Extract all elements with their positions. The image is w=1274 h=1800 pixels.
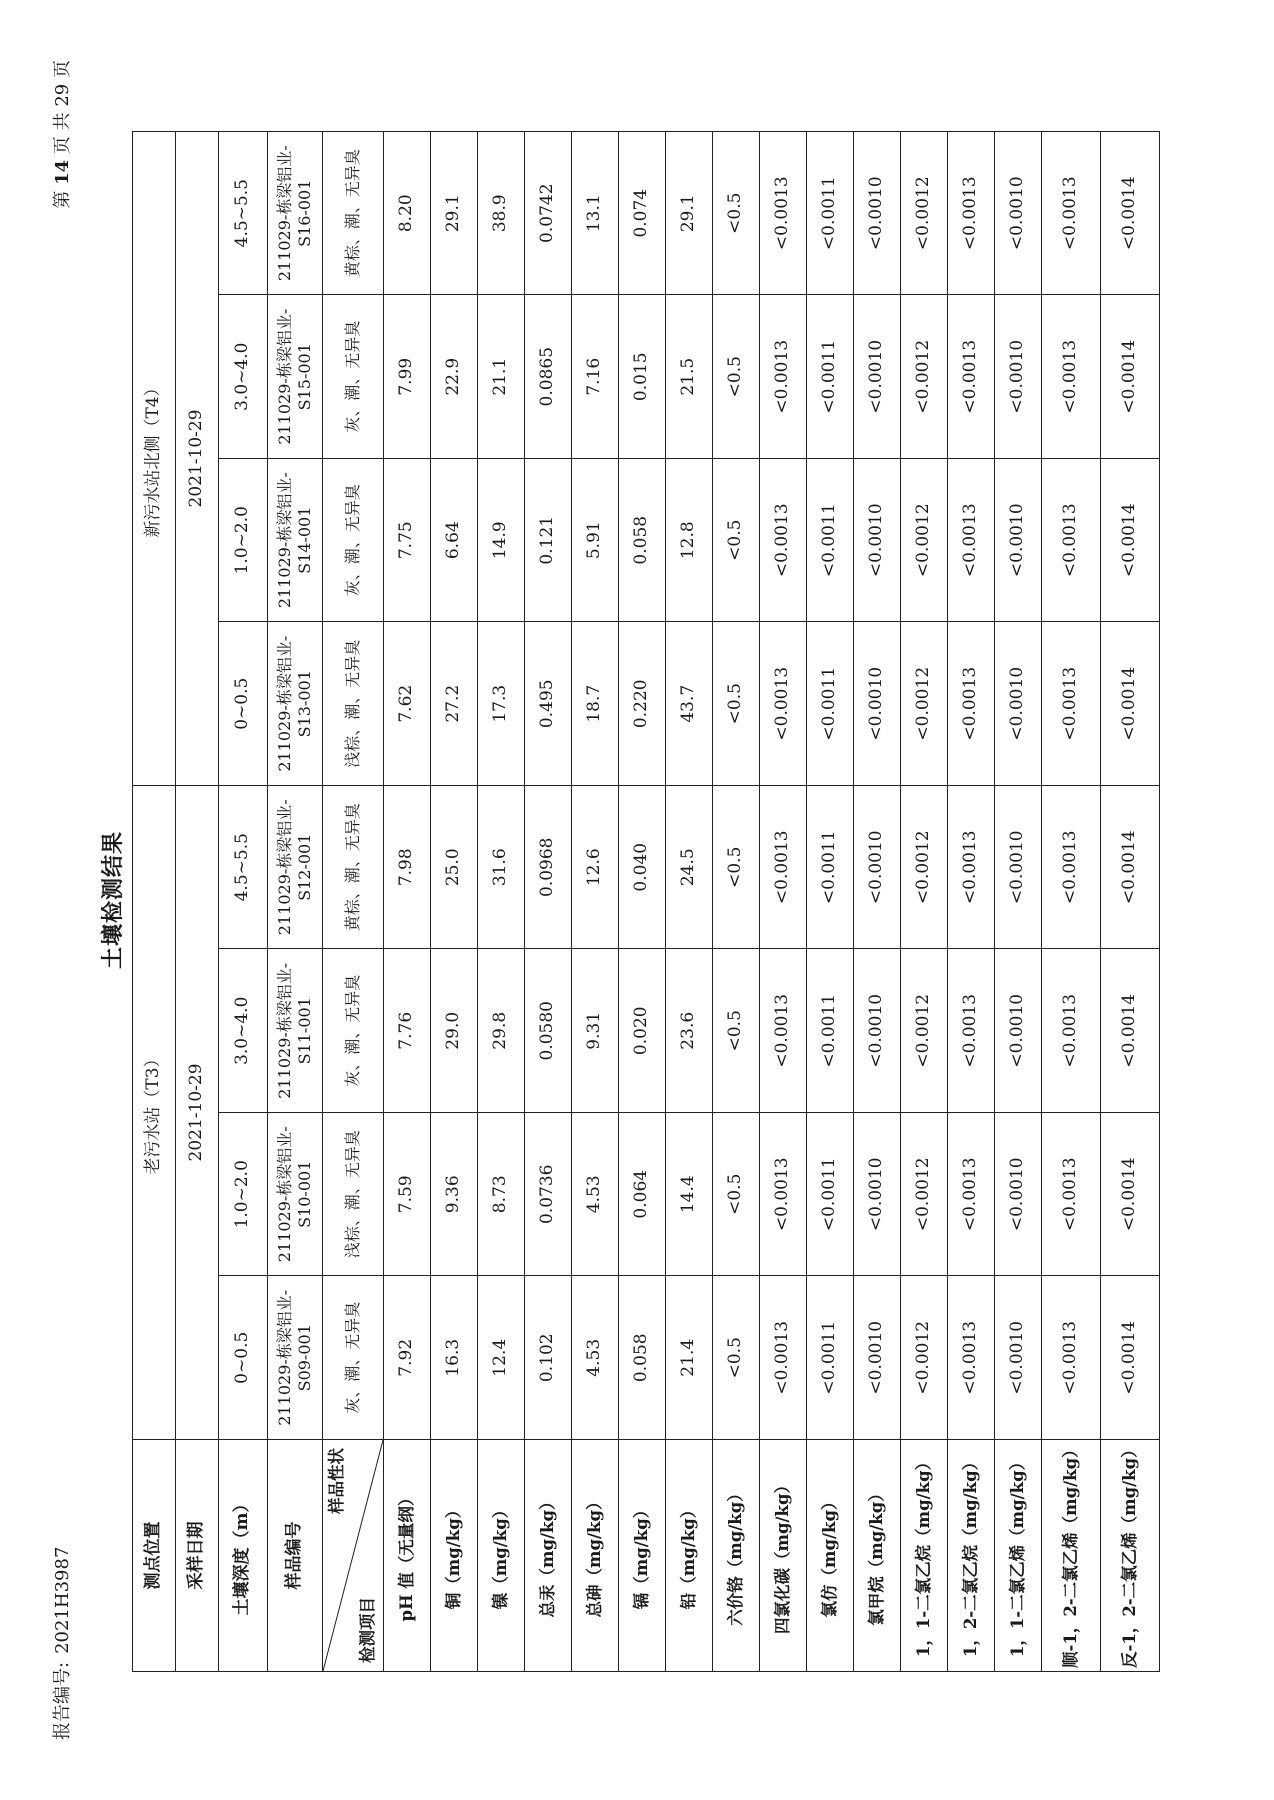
sample-no-cell: 211029-栋梁铝业-S13-001 [268,622,323,786]
value-cell: <0.0011 [807,458,854,622]
value-cell: <0.0013 [948,1276,995,1440]
value-cell: <0.0014 [1101,785,1160,949]
value-cell: <0.0010 [995,458,1042,622]
report-number [48,1547,74,1740]
value-cell: 0.058 [619,1276,666,1440]
value-cell: 31.6 [478,785,525,949]
value-cell: 24.5 [666,785,713,949]
value-cell: <0.5 [713,295,760,459]
value-cell: 38.9 [478,131,525,295]
value-cell: 9.36 [431,1113,478,1277]
table-row [760,131,807,1671]
value-cell: <0.5 [713,458,760,622]
value-cell: 12.4 [478,1276,525,1440]
value-cell: <0.0013 [760,1113,807,1277]
value-cell: 21.1 [478,295,525,459]
value-cell: <0.0011 [807,1276,854,1440]
value-cell: <0.0013 [1042,949,1101,1113]
value-cell: <0.0012 [901,295,948,459]
value-cell: <0.5 [713,785,760,949]
value-cell: <0.0011 [807,295,854,459]
value-cell: <0.5 [713,1276,760,1440]
value-cell: <0.0013 [948,295,995,459]
value-cell: 0.0742 [525,131,572,295]
value-cell: 12.8 [666,458,713,622]
value-cell: <0.0013 [948,949,995,1113]
table-row [525,131,572,1671]
characteristic-cell: 浅棕、潮、无异臭 [323,1113,384,1277]
depth-cell: 0~0.5 [219,622,268,786]
depth-cell: 3.0~4.0 [219,295,268,459]
value-cell: <0.0010 [854,458,901,622]
location-t4: 新污水站北侧（T4） [133,131,176,785]
value-cell: 12.6 [572,785,619,949]
value-cell: <0.0010 [854,622,901,786]
value-cell: 7.62 [384,622,431,786]
item-name-cell: 氯仿（mg/kg） [807,1440,854,1672]
value-cell: <0.0012 [901,1276,948,1440]
value-cell: <0.0014 [1101,458,1160,622]
table-row [619,131,666,1671]
value-cell: <0.0013 [1042,131,1101,295]
value-cell: 4.53 [572,1113,619,1277]
sample-no-cell: 211029-栋梁铝业-S09-001 [268,1276,323,1440]
item-name-cell: 1，1-二氯乙烯（mg/kg） [995,1440,1042,1672]
report-number-label: 报告编号: [52,1661,73,1740]
value-cell: 43.7 [666,622,713,786]
value-cell: <0.0013 [1042,622,1101,786]
item-name-cell: 1，1-二氯乙烷（mg/kg） [901,1440,948,1672]
value-cell: <0.0013 [760,458,807,622]
sample-no-cell: 211029-栋梁铝业-S11-001 [268,949,323,1113]
value-cell: <0.5 [713,131,760,295]
table-row [1101,131,1160,1671]
value-cell: <0.0010 [854,1113,901,1277]
value-cell: 0.0580 [525,949,572,1113]
value-cell: <0.0012 [901,1113,948,1277]
value-cell: <0.0010 [995,1113,1042,1277]
date-t4: 2021-10-29 [176,131,219,785]
value-cell: 25.0 [431,785,478,949]
value-cell: 17.3 [478,622,525,786]
value-cell: 21.4 [666,1276,713,1440]
value-cell: <0.0013 [948,1113,995,1277]
row-sample-no [268,131,323,1671]
characteristic-cell: 灰、潮、无异臭 [323,295,384,459]
table-row [572,131,619,1671]
item-name-cell: 铜（mg/kg） [431,1440,478,1672]
page-total: 29 [52,83,73,107]
characteristic-cell: 灰、潮、无异臭 [323,1276,384,1440]
characteristic-label: 样品性状 [327,1448,346,1514]
value-cell: 13.1 [572,131,619,295]
value-cell: <0.5 [713,1113,760,1277]
value-cell: 0.058 [619,458,666,622]
value-cell: 7.16 [572,295,619,459]
table-row [713,131,760,1671]
value-cell: 22.9 [431,295,478,459]
item-name-cell: 铅（mg/kg） [666,1440,713,1672]
table-row [666,131,713,1671]
value-cell: <0.0013 [1042,1113,1101,1277]
sample-no-cell: 211029-栋梁铝业-S14-001 [268,458,323,622]
value-cell: 27.2 [431,622,478,786]
value-cell: <0.0014 [1101,131,1160,295]
value-cell: 29.1 [431,131,478,295]
value-cell: 0.040 [619,785,666,949]
value-cell: 0.074 [619,131,666,295]
item-label: 检测项目 [358,1597,378,1663]
value-cell: <0.0013 [760,1276,807,1440]
characteristic-cell: 黄棕、潮、无异臭 [323,131,384,295]
sample-no-cell: 211029-栋梁铝业-S12-001 [268,785,323,949]
depth-cell: 0~0.5 [219,1276,268,1440]
value-cell: <0.0010 [854,785,901,949]
value-cell: 6.64 [431,458,478,622]
value-cell: 4.53 [572,1276,619,1440]
value-cell: <0.5 [713,949,760,1113]
value-cell: <0.0012 [901,622,948,786]
item-name-cell: 1，2-二氯乙烷（mg/kg） [948,1440,995,1672]
value-cell: <0.0010 [995,622,1042,786]
value-cell: <0.0011 [807,622,854,786]
value-cell: 14.4 [666,1113,713,1277]
value-cell: <0.0010 [854,131,901,295]
value-cell: <0.5 [713,622,760,786]
value-cell: <0.0013 [948,131,995,295]
value-cell: <0.0010 [854,1276,901,1440]
page-prefix: 第 [52,190,73,209]
item-name-cell: 六价铬（mg/kg） [713,1440,760,1672]
value-cell: <0.0010 [854,949,901,1113]
value-cell: 0.020 [619,949,666,1113]
value-cell: 7.75 [384,458,431,622]
value-cell: <0.0012 [901,131,948,295]
results-table-wrapper [132,132,1140,1672]
characteristic-cell: 浅棕、潮、无异臭 [323,622,384,786]
value-cell: <0.0013 [1042,458,1101,622]
item-name-cell: 氯甲烷（mg/kg） [854,1440,901,1672]
item-name-cell: 总砷（mg/kg） [572,1440,619,1672]
value-cell: <0.0011 [807,785,854,949]
value-cell: 0.121 [525,458,572,622]
value-cell: <0.0010 [995,949,1042,1113]
value-cell: <0.0013 [948,458,995,622]
value-cell: <0.0014 [1101,1276,1160,1440]
value-cell: <0.0011 [807,131,854,295]
date-label: 采样日期 [176,1440,219,1672]
item-name-cell: 镉（mg/kg） [619,1440,666,1672]
sample-no-cell: 211029-栋梁铝业-S10-001 [268,1113,323,1277]
value-cell: <0.0014 [1101,1113,1160,1277]
depth-cell: 1.0~2.0 [219,458,268,622]
depth-cell: 4.5~5.5 [219,131,268,295]
value-cell: 18.7 [572,622,619,786]
depth-cell: 4.5~5.5 [219,785,268,949]
sample-no-label: 样品编号 [268,1440,323,1672]
page-indicator [48,60,74,209]
item-name-cell: 镍（mg/kg） [478,1440,525,1672]
value-cell: 5.91 [572,458,619,622]
value-cell: <0.0012 [901,949,948,1113]
value-cell: 21.5 [666,295,713,459]
value-cell: <0.0011 [807,949,854,1113]
value-cell: 29.8 [478,949,525,1113]
value-cell: 16.3 [431,1276,478,1440]
page-current: 14 [52,159,73,185]
value-cell: <0.0013 [760,622,807,786]
report-number-value: 2021H3987 [52,1546,73,1654]
value-cell: <0.0014 [1101,295,1160,459]
value-cell: <0.0012 [901,785,948,949]
characteristic-cell: 黄棕、潮、无异臭 [323,785,384,949]
item-name-cell: 总汞（mg/kg） [525,1440,572,1672]
value-cell: 0.220 [619,622,666,786]
characteristic-cell: 灰、潮、无异臭 [323,949,384,1113]
value-cell: <0.0010 [995,295,1042,459]
value-cell: <0.0013 [948,622,995,786]
characteristic-cell: 灰、潮、无异臭 [323,458,384,622]
row-date [176,131,219,1671]
value-cell: <0.0014 [1101,949,1160,1113]
table-row [431,131,478,1671]
row-depth [219,131,268,1671]
sample-no-cell: 211029-栋梁铝业-S15-001 [268,295,323,459]
value-cell: 7.92 [384,1276,431,1440]
depth-label: 土壤深度（m） [219,1440,268,1672]
soil-results-table [132,131,1160,1672]
value-cell: <0.0010 [995,785,1042,949]
sample-no-cell: 211029-栋梁铝业-S16-001 [268,131,323,295]
value-cell: <0.0013 [760,785,807,949]
value-cell: 0.015 [619,295,666,459]
value-cell: 0.495 [525,622,572,786]
row-characteristic [323,131,384,1671]
value-cell: 7.98 [384,785,431,949]
item-name-cell: pH 值（无量纲） [384,1440,431,1672]
value-cell: <0.0010 [995,131,1042,295]
depth-cell: 1.0~2.0 [219,1113,268,1277]
value-cell: 14.9 [478,458,525,622]
value-cell: <0.0012 [901,458,948,622]
item-name-cell: 反-1，2-二氯乙烯（mg/kg） [1101,1440,1160,1672]
item-name-cell: 顺-1，2-二氯乙烯（mg/kg） [1042,1440,1101,1672]
page-mid: 页 共 [52,112,73,155]
value-cell: 0.102 [525,1276,572,1440]
location-label: 测点位置 [133,1440,176,1672]
row-location [133,131,176,1671]
value-cell: 8.73 [478,1113,525,1277]
value-cell: 7.59 [384,1113,431,1277]
value-cell: 0.064 [619,1113,666,1277]
table-row [807,131,854,1671]
value-cell: 9.31 [572,949,619,1113]
value-cell: <0.0013 [760,295,807,459]
date-t3: 2021-10-29 [176,785,219,1439]
item-name-cell: 四氯化碳（mg/kg） [760,1440,807,1672]
value-cell: <0.0013 [760,949,807,1113]
value-cell: 23.6 [666,949,713,1113]
page-title: 土壤检测结果 [100,831,126,970]
value-cell: <0.0013 [948,785,995,949]
location-t3: 老污水站（T3） [133,785,176,1439]
value-cell: <0.0013 [1042,295,1101,459]
value-cell: 8.20 [384,131,431,295]
value-cell: <0.0013 [760,131,807,295]
value-cell: 7.99 [384,295,431,459]
table-row [854,131,901,1671]
depth-cell: 3.0~4.0 [219,949,268,1113]
value-cell: 29.1 [666,131,713,295]
value-cell: 29.0 [431,949,478,1113]
value-cell: 0.0865 [525,295,572,459]
value-cell: <0.0013 [1042,785,1101,949]
table-row [901,131,948,1671]
table-row [1042,131,1101,1671]
value-cell: <0.0013 [1042,1276,1101,1440]
table-row [384,131,431,1671]
table-row [478,131,525,1671]
value-cell: <0.0011 [807,1113,854,1277]
diagonal-header-cell [323,1440,384,1672]
value-cell: 0.0736 [525,1113,572,1277]
page-suffix: 页 [52,60,73,78]
value-cell: 7.76 [384,949,431,1113]
value-cell: 0.0968 [525,785,572,949]
table-row [995,131,1042,1671]
value-cell: <0.0010 [854,295,901,459]
table-row [948,131,995,1671]
value-cell: <0.0014 [1101,622,1160,786]
value-cell: <0.0010 [995,1276,1042,1440]
